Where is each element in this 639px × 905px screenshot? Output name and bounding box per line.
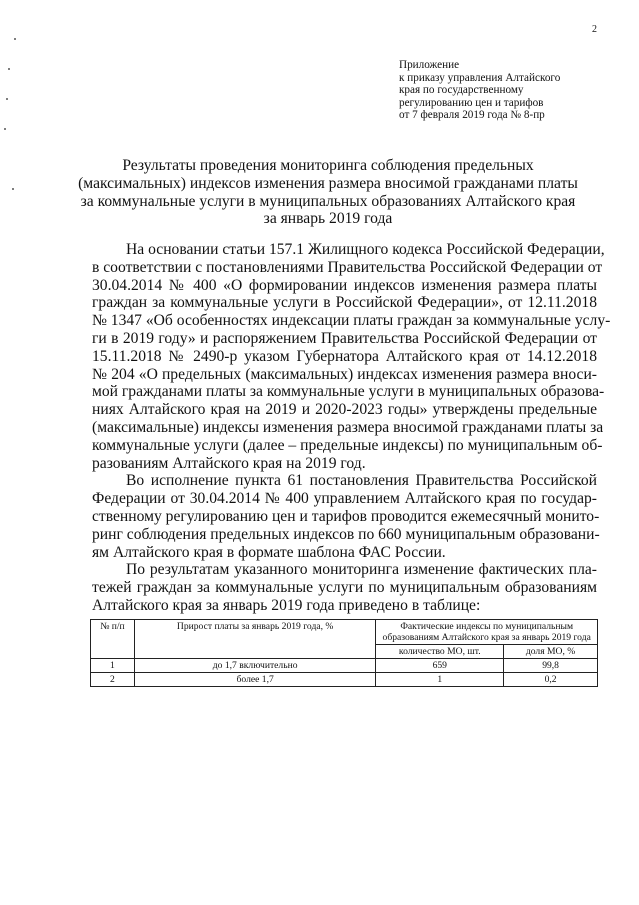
body-line: ниях Алтайского края на 2019 и 2020-2023 годы» утверждены предельные xyxy=(92,401,597,419)
annex-line: от 7 февраля 2019 года № 8-пр xyxy=(399,109,545,122)
body-line: ственному регулированию цен и тарифов проводится ежемесячный монито- xyxy=(92,507,600,525)
body-line: разованиям Алтайского края на 2019 год. xyxy=(92,454,366,472)
scan-speck xyxy=(6,98,8,100)
body-line: тежей граждан за коммунальные услуги по муниципальным образованиям xyxy=(92,579,597,597)
body-line: Федерации от 30.04.2014 № 400 управлением Алтайского края по государ- xyxy=(92,490,597,508)
header-actual: Фактические индексы по муниципальным образованиям Алтайского края за январь 2019 года xyxy=(376,620,598,645)
page-number: 2 xyxy=(592,24,597,35)
cell-num: 1 xyxy=(91,659,135,673)
body-line: № 1347 «Об особенностях индексации платы граждан за коммунальные услу- xyxy=(92,312,611,330)
body-line: Во исполнение пункта 61 постановления Правительства Российской xyxy=(126,472,597,490)
body-line: (максимальные) индексы изменения размера вносимой гражданами платы за xyxy=(92,418,604,436)
title-line: Результаты проведения мониторинга соблюдения предельных xyxy=(122,157,534,174)
cell-share: 99,8 xyxy=(504,659,598,673)
header-growth: Прирост платы за январь 2019 года, % xyxy=(134,620,375,659)
cell-growth: более 1,7 xyxy=(134,673,375,687)
body-line: Алтайского края за январь 2019 года приведено в таблице: xyxy=(92,596,481,614)
body-line: ги в 2019 году» и распоряжением Правительства Российской Федерации от xyxy=(92,329,597,347)
cell-num: 2 xyxy=(91,673,135,687)
header-share: доля МО, % xyxy=(504,645,598,659)
results-table xyxy=(90,619,598,687)
table-header-row xyxy=(91,620,598,645)
scan-speck xyxy=(8,68,10,70)
body-line: № 204 «О предельных (максимальных) индексах изменения размера вноси- xyxy=(92,365,597,383)
title-line: (максимальных) индексов изменения размера вносимой гражданами платы xyxy=(78,174,578,192)
body-line: На основании статьи 157.1 Жилищного кодекса Российской Федерации, xyxy=(126,241,605,258)
cell-share: 0,2 xyxy=(504,673,598,687)
annex-line: регулированию цен и тарифов xyxy=(399,96,544,109)
table-row xyxy=(91,673,598,687)
annex-line: Приложение xyxy=(399,59,460,71)
table-row xyxy=(91,659,598,673)
body-line: в соответствии с постановлениями Правительства Российской Федерации от xyxy=(92,258,603,276)
cell-count: 659 xyxy=(376,659,504,673)
annex-line: к приказу управления Алтайского xyxy=(399,71,561,84)
annex-line: края по государственному xyxy=(399,84,524,97)
body-line: ринг соблюдения предельных индексов по 660 муниципальным образовани- xyxy=(92,525,600,543)
body-line: мой гражданами платы за коммунальные услуги в муниципальных образова- xyxy=(92,383,605,401)
title-line: за январь 2019 года xyxy=(263,210,393,228)
document-title xyxy=(74,157,582,228)
body-line: 15.11.2018 № 2490-р указом Губернатора Алтайского края от 14.12.2018 xyxy=(92,347,597,365)
body-line: граждан за коммунальные услуги в Российской Федерации», от 12.11.2018 xyxy=(92,294,597,312)
body-line: По результатам указанного мониторинга изменение фактических пла- xyxy=(126,561,597,579)
body-line: ям Алтайского края в формате шаблона ФАС России. xyxy=(92,543,446,561)
header-num: № п/п xyxy=(91,620,135,659)
body-text xyxy=(92,241,611,615)
cell-count: 1 xyxy=(376,673,504,687)
scan-speck xyxy=(4,128,6,130)
body-line: 30.04.2014 № 400 «О формировании индексов изменения размера платы xyxy=(92,276,597,294)
header-count: количество МО, шт. xyxy=(376,645,504,659)
annex-block xyxy=(399,59,560,122)
title-line: за коммунальные услуги в муниципальных образованиях Алтайского края xyxy=(80,192,576,210)
scan-speck xyxy=(14,38,16,40)
scan-speck xyxy=(12,188,14,190)
body-line: коммунальные услуги (далее – предельные индексы) по муниципальным об- xyxy=(92,436,603,454)
cell-growth: до 1,7 включительно xyxy=(134,659,375,673)
